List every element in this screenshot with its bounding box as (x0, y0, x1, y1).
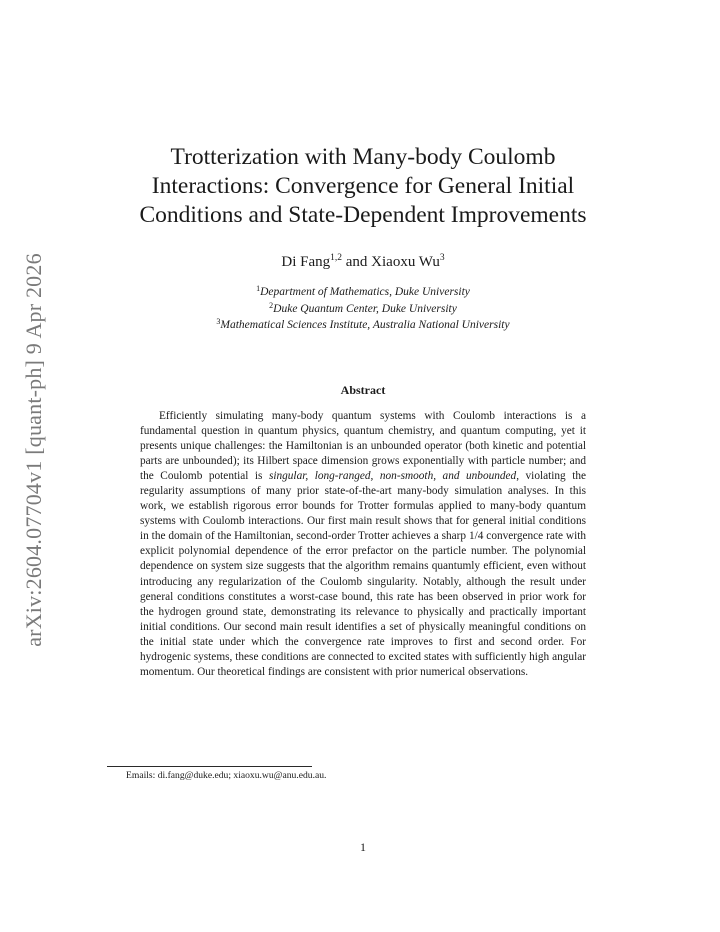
abstract-body (140, 409, 586, 680)
affiliation-line (110, 317, 616, 334)
author-connector: and (342, 254, 372, 270)
footnote-rule (107, 766, 312, 767)
page-number: 1 (360, 840, 366, 854)
affiliation-text: Mathematical Sciences Institute, Australia National University (220, 319, 510, 331)
author-affiliation-mark: 3 (439, 253, 445, 263)
abstract-text: Efficiently simulating many-body quantum systems with Coulomb interactions is a fundamental question in quantum physics, quantum chemistry, and quantum computing, yet it presents unique challenges: the Hamiltonian is an unbounded operator (both kinetic and potential parts are unbounded); its Hilbert space dimension grows exponentially with particle number; and the Coulomb potential is (140, 410, 586, 483)
paper-title: Trotterization with Many-body Coulomb Interactions: Convergence for General Initial Conditions and State-Dependent Improvements (139, 144, 587, 228)
abstract-heading: Abstract (340, 383, 386, 397)
affiliations (110, 284, 616, 334)
affiliation-text: Duke Quantum Center, Duke University (273, 302, 457, 315)
author-affiliation-mark: 1,2 (330, 253, 342, 263)
abstract-text: , violating the regularity assumptions of many prior state-of-the-art many-body simulation analyses. In this work, we establish rigorous error bounds for Trotter formulas applied to many-body quantum systems with Coulomb interactions. Our first main result shows that for general initial conditions in the domain of the Hamiltonian, second-order Trotter achieves a sharp 1/4 convergence rate with explicit polynomial dependence of the error prefactor on the particle number. The polynomial dependence on system size suggests that the algorithm remains quantumly efficient, even without introducing any regularization of the Coulomb singularity. Notably, although the result under general conditions constitutes a worst-case bound, this rate has been observed in prior work for the hydrogen ground state, demonstrating its relevance to physically and practically important initial conditions. Our second main result identifies a set of physically meaningful conditions on the initial state under which the convergence rate improves to first and second order. For hydrogenic systems, these conditions are connected to excited states with sufficiently high angular momentum. Our theoretical findings are consistent with prior numerical observations. (140, 470, 587, 678)
affiliation-mark: 1 (256, 284, 261, 293)
affiliation-mark: 2 (269, 300, 274, 310)
arxiv-stamp: arXiv:2604.07704v1 [quant-ph] 9 Apr 2026 (21, 253, 46, 647)
affiliation-text: Department of Mathematics, Duke University (260, 286, 470, 298)
author-name: Di Fang (281, 254, 331, 270)
author-name: Xiaoxu Wu (371, 254, 440, 270)
affiliation-line (110, 301, 616, 318)
author-line (110, 253, 616, 271)
affiliation-line (110, 284, 616, 301)
abstract-emphasis: singular, long-ranged, non-smooth, and unbounded (268, 470, 517, 483)
affiliation-mark: 3 (216, 317, 221, 326)
footnote-emails: Emails: di.fang@duke.edu; xiaoxu.wu@anu.edu.au. (126, 770, 327, 781)
